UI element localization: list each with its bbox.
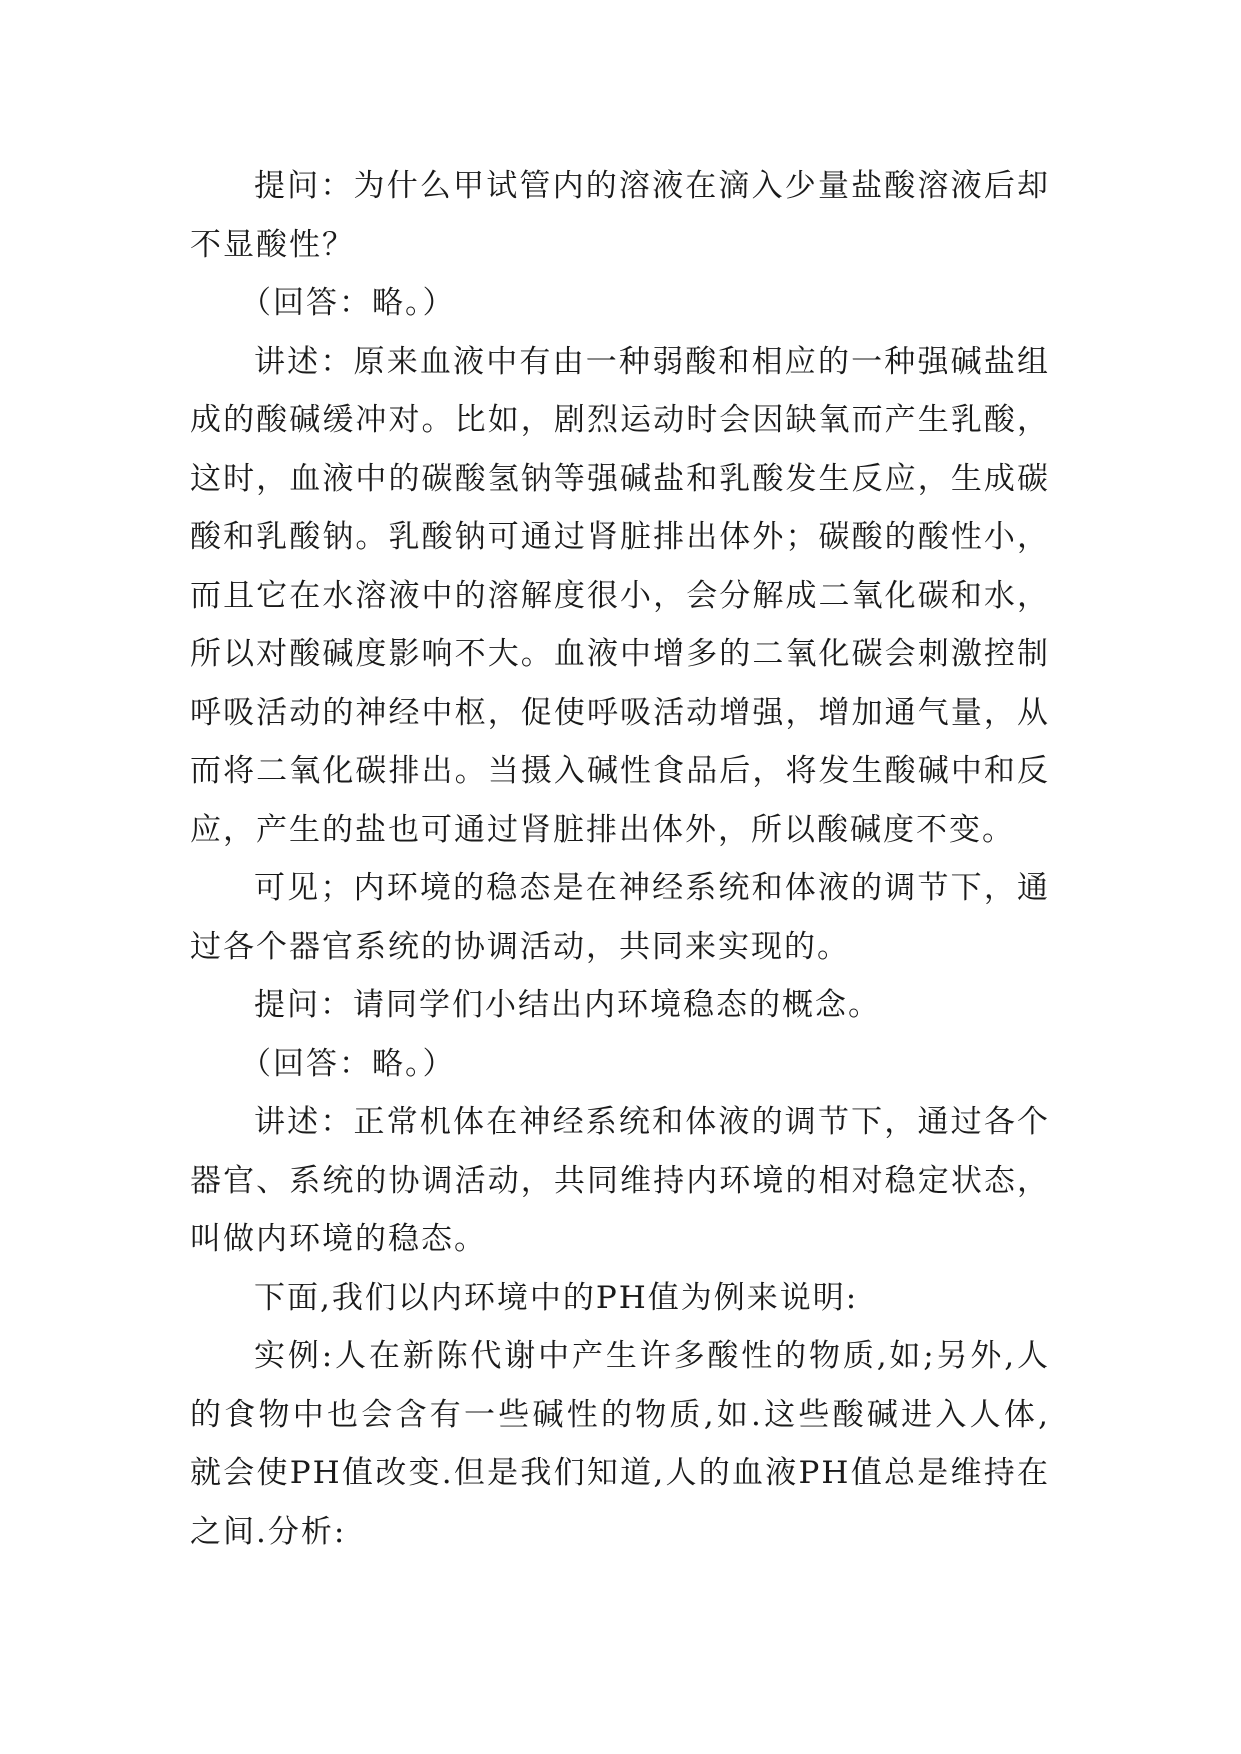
paragraph-answer-1: （回答：略。） [240,285,456,321]
paragraph-example: 实例:人在新陈代谢中产生许多酸性的物质,如;另外,人的食物中也会含有一些碱性的物质,如.这些酸碱进入人体,就会使PH值改变.但是我们知道,人的血液PH值总是维持在之间.分析: [190,1338,1050,1550]
paragraph-definition: 讲述：正常机体在神经系统和体液的调节下，通过各个器官、系统的协调活动，共同维持内环境的相对稳定状态，叫做内环境的稳态。 [190,1104,1050,1257]
paragraph-question-1: 提问：为什么甲试管内的溶液在滴入少量盐酸溶液后却不显酸性？ [190,168,1050,263]
paragraph-question-2: 提问：请同学们小结出内环境稳态的概念。 [254,987,881,1023]
paragraph-conclusion: 可见；内环境的稳态是在神经系统和体液的调节下，通过各个器官系统的协调活动，共同来实现的。 [190,870,1050,965]
paragraph-intro-example: 下面,我们以内环境中的PH值为例来说明: [254,1279,859,1316]
paragraph-answer-2: （回答：略。） [240,1045,456,1082]
paragraph-explanation-buffer: 讲述：原来血液中有由一种弱酸和相应的一种强碱盐组成的酸碱缓冲对。比如，剧烈运动时会因缺氧而产生乳酸，这时，血液中的碳酸氢钠等强碱盐和乳酸发生反应，生成碳酸和乳酸钠。乳酸钠可通过肾脏排出体外；碳酸的酸性小，而且它在水溶液中的溶解度很小，会分解成二氧化碳和水，所以对酸碱度影响不大。血液中增多的二氧化碳会刺激控制呼吸活动的神经中枢，促使呼吸活动增强，增加通气量，从而将二氧化碳排出。当摄入碱性食品后，将发生酸碱中和反应，产生的盐也可通过肾脏排出体外，所以酸碱度不变。 [190,343,1050,848]
document-body [190,157,1050,1561]
